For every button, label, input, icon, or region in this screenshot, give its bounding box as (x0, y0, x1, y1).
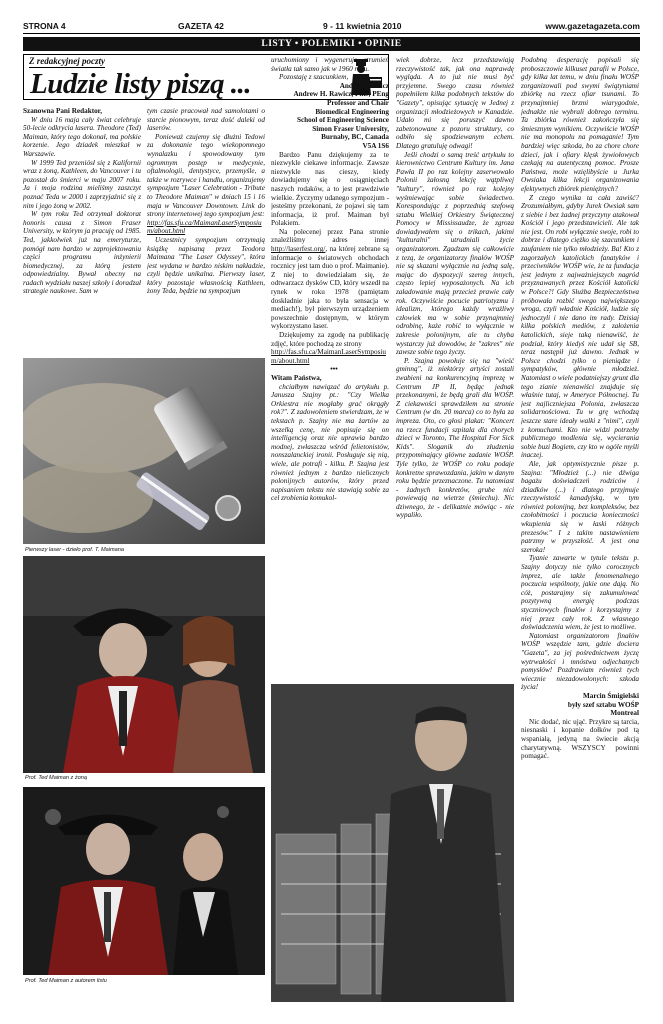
col3-paragraph-1: uruchomiony i wygeneruje strumień światła tak samo jak w 1960 roku. (271, 56, 389, 73)
editor-reply-1: Bardzo Panu dziękujemy za te niezwykle ciekawe informacje. Zawsze niezwykle nas cieszy, kiedy dowiadujemy się o osiągnięciach naszych rodaków, a to jest prawdziwie wielkie. Życzymy udanego sympozjum - jesteśmy przekonani, że pojawi się tam informacja, iż prof. Maiman był Polakiem. (271, 150, 389, 228)
masthead (23, 19, 640, 33)
second-letter-greeting: Witam Państwa, (271, 373, 322, 382)
section-bar: LISTY • POLEMIKI • OPINIE (23, 37, 640, 51)
photo-source-link[interactable]: http://fas.sfu.ca/MaimanLaserSymposium/about.html (271, 348, 386, 365)
column-4 (396, 56, 514, 681)
signature-title-2: Professor and Chair (326, 98, 389, 107)
headline: Ludzie listy piszą ... (30, 68, 252, 100)
kicker: Z redakcyjnej poczty (29, 56, 105, 66)
site-url[interactable]: www.gazetagazeta.com (545, 21, 640, 31)
col1-paragraph-3: W tym roku Ted otrzymał doktorat honoris causa z Simon Fraser University, w którym ja pracuję od 1985. Ted, jakkolwiek już na emeryturze, pomógł nam bardzo w zaprojektowaniu części programu inżynierii biomedycznej, za którą jestem odpowiedzialny. Bywał obecny na radach wydziału naszej szkoły i doradzał strategie naukowe. Sam w (23, 210, 141, 296)
column-2 (147, 107, 265, 357)
signature-name: Andrzej Rawicz (339, 81, 389, 90)
signature-title-1: Andrew H. Rawicz, PhD, PEng (293, 90, 389, 99)
photo-first-laser (23, 358, 265, 544)
signature-title-6: Burnaby, BC, Canada (321, 133, 389, 142)
editor-comment: Nic dodać, nic ująć. Przykre są tarcia, niesnaski i kopanie dołków pod tą wspaniałą, jedyną na świecie akcją charytatywną. WSZYSCY powinni pomagać. (521, 717, 639, 761)
col2-paragraph-3: Uczestnicy sympozjum otrzymają książkę napisaną przez Teodora Maimana "The Laser Odyssey", która jest wydana w bardzo niskim nakładzie, czyli będzie unikalna. Pierwszy laser, który pozostaje własnością Kathleen, żony Teda, będzie na sympozjum (147, 235, 265, 296)
signature-title-4: School of Engineering Science (296, 116, 389, 125)
signature-title-3: Biomedical Engineering (315, 107, 389, 116)
letter-closing: Pozostaję z szacunkiem, (279, 73, 349, 82)
laserfest-link[interactable]: http://laserfest.org/ (271, 245, 326, 254)
caption-first-laser: Pierwszy laser - dzieło prof. T. Maimana (25, 547, 124, 553)
author-signature-city: Montreal (610, 709, 639, 718)
maiman-author-image (23, 787, 265, 975)
photo-maiman-author (23, 787, 265, 975)
author-signature-name: Marcin Śmigielski (583, 691, 639, 700)
photo-maiman-wife (23, 556, 265, 773)
first-laser-image (23, 358, 265, 544)
col4-paragraph-2: Jeśli chodzi o samą treść artykułu to kierownictwo Centrum Kultury im. Jana Pawła II po raz kolejny zaserwowało Polonii żałosną lekcję wątpliwej "kultury", również po raz kolejny wyśmiewając sobie świadectwo. Korespondując z poprzednią szefową sztabu Wielkiej Orkiestry Świątecznej Pomocy w Mississaudze, że zgroza dowiadywałem się o trikach, jakimi "kulturalni" utrudniali życie organizatorom. Zgadzam się całkowicie z tezą, że organizatorzy finałów WOŚP nie są skazani wyłącznie na jedną salę, mając do dyspozycji szereg innych, często lepiej wyposażonych. Na ich załadowanie mają przecież prawie cały rok. Oczywiście pocucie patriotyzmu i idealizm, którego każdy wrażliwy człowiek ma w sobie przynajmniej odrobinę, każe robić to wyłącznie w zakresie polonijnym, ale tu chyba wystarczy już dowodów, że "zakres" nie zawsze sobie tego życzy. (396, 150, 514, 357)
issue-date: 9 - 11 kwietnia 2010 (323, 21, 402, 31)
signature-title-7: V5A 1S6 (362, 141, 389, 150)
col5-paragraph-3: Ale, jak optymistycznie pisze p. Szajna: "Młodzież (...) nie dźwiga bagażu doświadczeń rodziców i dziadków (...) i dlatego przyjmuje rzeczywistość kanadyjską, w tym również polonijną, bez kompleksów, bez czołobitności i poczucia konieczności wkupienia się w łaski różnych prezesów." I z takim nastawieniem patrzmy w przyszłość. A jest ona szeroka! (521, 459, 639, 554)
author-signature-role: były szef sztabu WOŚP (567, 700, 639, 709)
page-number: STRONA 4 (23, 21, 66, 31)
col4-paragraph-3: P. Szajna powołuje się na "wieść gminną", iż niektórzy artyści zostali zwabieni na konkurencyjną imprezę w Centrum JP II, będąc jednak przekonanymi, że będą grali dla WOŚP. Z ciekawości sprawdziłem na stronie Centrum (w dn. 20 marca) co to była za impreza. Oto, co głosi plakat: "Koncert na rzecz fundacji szpitala dla chorych dzieci w Toronto, The Hospital For Sick Kids". Sloganik do złudzenia przypominający główne zadanie WOŚP. Tyle tylko, że WOŚP co roku podaje konkretne sprawozdania, jakim w danym roku będzie przeznaczone. Tu natomiast - żadnych konkretów, grube nici powiewają na wietrze (śmiechu). Nic dziwnego, że - delikatnie mówiąc - nie wypaliło. (396, 356, 514, 520)
separator-stars: ••• (330, 365, 338, 374)
column-1 (23, 107, 141, 357)
col2-paragraph-2: Ponieważ czujemy się dłużni Tedowi za dokonanie tego wiekopomnego wynalazku i spowodowany tym ogromnym postęp w medycynie, oftalmologii, dentystyce, przemyśle, a także w rozrywce i handlu, organizujemy sympozjum "Laser Celebration - Tribute to Theodore Maiman" w dniach 15 i 16 maja w Vancouver Downtown. Link do strony internetowej tego sympozjum jest: (147, 132, 265, 219)
col2-paragraph-1: tym czasie pracował nad samolotami o starcie pionowym, teraz dość daleki od laserów. (147, 107, 265, 133)
col1-paragraph-2: W 1999 Ted przeniósł się z Kalifornii wraz z żoną, Kathleen, do Vancouver i tu pozostał do śmierci w maju 2007 roku. Ja i moja rodzina mieliśmy zaszczyt poznać Teda w 2000 i zaprzyjaźnić się z nim i jego żoną w 2002. (23, 158, 141, 210)
caption-maiman-author: Prof. Ted Maiman z autorem listu (25, 978, 107, 984)
salutation: Szanowna Pani Redaktor, (23, 107, 103, 115)
maiman-wife-image (23, 556, 265, 773)
column-5 (521, 56, 639, 1006)
col3-paragraph-5: chciałbym nawiązać do artykułu p. Janusza Szajny pt.: "Czy Wielka Orkiestra nie mogłaby grać okrągły rok?". Z zadowoleniem stwierdzam, że w tekstach p. Szajny nie ma żartów za wszelką cenę, nie popisuje się on intelligencją oraz nie uprawia bardzo modnej, zwłaszcza wśród felietonistów, nonszalanckiej ironii. Posługuje się nią, wiele, ale potrafi - kilku. P. Szajna jest również jednym z bardzo nielicznych polonijnych autorów, który przed napisaniem tekstu nie stawiają sobie za cel zrobienia komukol- (271, 382, 389, 503)
photo-maiman-lab (271, 684, 514, 1002)
signature-title-5: Simon Fraser University, (312, 124, 389, 133)
column-3 (271, 56, 389, 681)
col5-paragraph-4: Tyanie zawarte w tytule tekstu p. Szajny dotyczy nie tylko corocznych imprez, ale także fenomenalnego poczucia wspólnoty, jakie one dają. No cóż, postarajmy się zakumulować pozytywną energię podczas styczniowych finałów i korzystajmy z niej przez cały rok. Z własnego doświadczenia wiem, że jest to możliwe. (521, 554, 639, 632)
paper-name: GAZETA 42 (178, 21, 224, 31)
col4-paragraph-1: wiek dobrze, lecz przedstawiają rzeczywistość tak, jak ona naprawdę wygląda. A to już nie musi być przyjemne. Swego czasu również popełniłem kilka podobnych tekstów do "Gazety", opisując sytuację w Jednej z organizacji młodzieżowych w Kanadzie. Udało mi się poruszyć dawno zabetonowane z pozoru struktury, co odbiło się spodziewanym echem. Dlatego gratuluję odwagi! (396, 56, 514, 150)
col1-paragraph-1: W dniu 16 maja cały świat celebruje 50-lecie odkrycia lasera. Theodore (Ted) Maiman, który tego dokonał, ma polskie korzenie. Jego dziadek mieszkał w Warszawie. (23, 115, 141, 158)
masthead-divider (23, 33, 640, 34)
col5-paragraph-5: Natomiast organizatorom finałów WOŚP wszędzie tam, gdzie dociera "Gazeta", za jej pośrednictwem życzę wytrwałości i mnóstwa odjechanych pomysłów! Pozdrawiam również tych wiecznie niezadowolonych: szkoda życia! (521, 631, 639, 692)
caption-maiman-wife: Prof. Ted Maiman z żoną (25, 775, 87, 781)
symposium-link[interactable]: http://fas.sfu.ca/MaimanLaserSymposium/about.html (147, 218, 262, 236)
col5-paragraph-2: Z czego wynika ta cała zawiść? Zrozumiałbym, gdyby Jurek Owsiak sam z siebie i bez żadnej przyczyny atakował Kościół i jego przedstawicieli. Ale tak nie jest. On robi wyłącznie swoje, robi to dobrze i dlatego ciężko się szacunkiem i zaufaniem nie tylko młodzieży. Ba! Kto z zagorzałych katolickich fanatyków i przeciwników WOŚP wie, że ta fundacja jest jednym z najważniejszych nagród przyznawanych przez Kościół katolicki w Polsce?! Gdy Służba Bezpieczeństwa próbowała rozbić swego największego wroga, czyli władnie Kościół, ludzie się jednoczyli i nie dano im rady. Dzisiaj kilka polskich mediów, z założenia katolickich, sieje taką nienawiść, że podział, który kiedyś nie udał się SB, teraz następił już dawno. Jednak w Polsce chodzi tylko o pieniądze i sympatyków, głównie młodzież. Natomiast o wiele podatniejszy grunt dla tego zianie nienawiści znajduje się właśnie tutaj, w Ameryce Północnej. Tu jest najliczniejsza Polonia, zwłaszcza solidarnościowa. Tu w grę wchodzą jeszcze stare ideały walki z "nimi", czyli z komuchami. Kto nie widzi potrzeby publicznego modlenia się, wycierania sobie buzi Bogiem, czy kto w ogóle myśli inaczej. (521, 193, 639, 460)
col5-paragraph-1: Podobną desperację popisali się proboszczowie kilkuset parafii w Polsce, gdy kilka lat temu, w dniu finału WOŚP zorganizowali pod swymi świątyniami zbiórkę na rzecz ofiar tsunami. To przynajmniej brzmi wiarygodnie, jednakże nie wybrali dobrego terminu. Ta zbiórka również zakończyła się śmiesznym wynikiem. Oczywiście WOŚP nie ma monopolu na pomaganie! Tym bardziej więc szkoda, bo za chore chore dzieci, jak i ofiary klęsk żywiołowych czekają na autentyczną pomoc. Prosze Państwa, może wzięlibyście u Jurka Owsiaka kilka lekcji organizowania efektywnych zbiórek pieniężnych? (521, 56, 639, 193)
editor-reply-3: Dziękujemy za zgodę na publikację zdjęć, które pochodzą ze strony (271, 331, 389, 348)
editor-reply-2: Na polecenej przez Pana stronie znaleźliśmy adres innej http://laserfest.org/, na której zebrane są informacje o światowych obchodach rocznicy jest tam duo o prof. Maimanie). Z niej to dowiedziałam się, że odtwarzacz dysków CD, który wszedł na rynek w roku 1978 (pamiętam doskładnie jaka to była sensacja w mediach!), był pierwszym urządzeniem powszechnie dostępnym, w którym wykorzystano laser. (271, 227, 389, 331)
maiman-lab-image (271, 684, 514, 1002)
